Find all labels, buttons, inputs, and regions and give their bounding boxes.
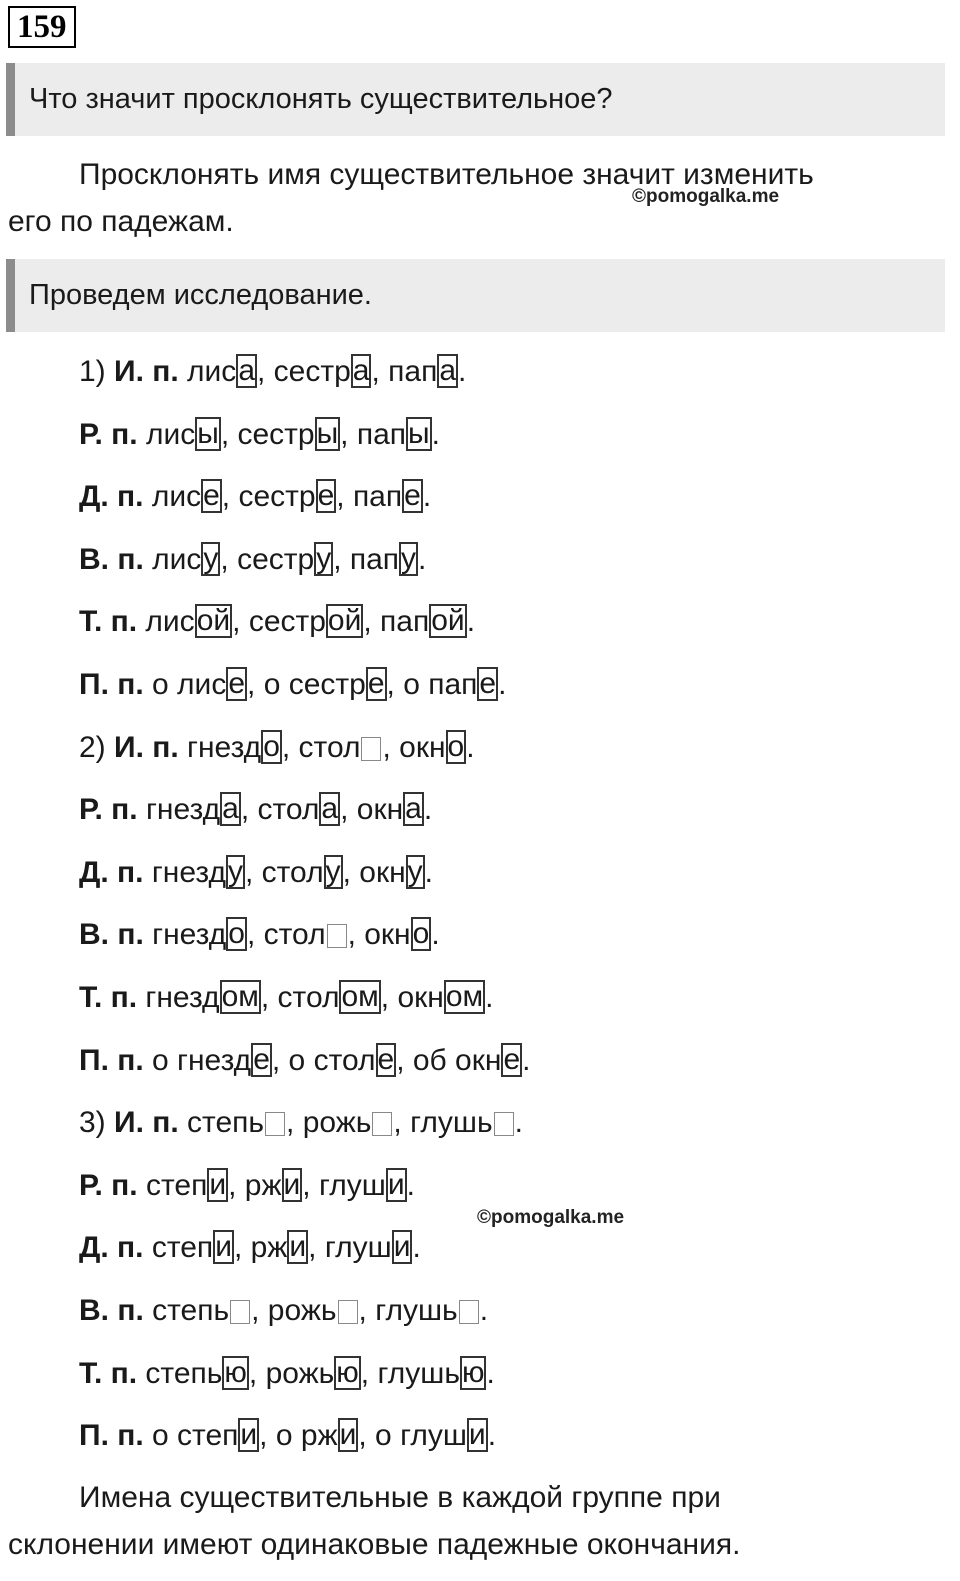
declension-row: П. п. о степи, о ржи, о глуши. [79,1418,497,1452]
word-stem: окн [397,981,444,1014]
case-label: Д. п. [79,480,144,513]
word-form [238,480,336,513]
word-form [289,1044,397,1077]
ending-box: а [352,354,370,388]
declension-row: 2) И. п. гнездо, стол , окно. [79,730,475,764]
ending-box: ой [196,604,231,638]
word-stem: глуш [318,1169,386,1202]
word-stem: стол [298,731,361,764]
word-form [245,1169,303,1202]
ending-box: о [447,730,465,764]
word-form [375,1419,488,1452]
ending-box: а [321,792,339,826]
ending-box: е [367,667,385,701]
word-form [319,1169,407,1202]
word-stem: степь [145,1357,223,1390]
ending-box: ы [408,417,430,451]
word-form [187,355,257,388]
word-stem: сестр [248,605,326,638]
declension-row: В. п. гнездо, стол , окно. [79,917,440,951]
ending-box: и [468,1418,486,1452]
word-form [152,1231,234,1264]
case-label: Т. п. [79,981,138,1014]
ending-box: ом [445,980,484,1014]
word-form [264,668,387,701]
word-form [152,918,247,951]
word-stem: лис [151,480,202,513]
ending-box: и [387,1168,405,1202]
word-form [187,1106,286,1139]
case-label: П. п. [79,1419,144,1452]
watermark: ©pomogalka.me [477,1207,625,1228]
word-form [152,1419,259,1452]
zero-ending-box [265,1112,285,1136]
word-stem: глушь [377,1357,460,1390]
case-label: И. п. [114,1106,179,1139]
word-stem: степь [187,1106,265,1139]
ending-box: и [209,1168,227,1202]
group-number: 1) [79,355,115,388]
word-stem: о глуш [375,1419,467,1452]
word-stem: пап [352,480,403,513]
declension-row: Т. п. гнездом, столом, окном. [79,980,494,1014]
word-stem: о степ [152,1419,239,1452]
declension-row: 1) И. п. лиса, сестра, папа. [79,354,467,388]
declension-row: Д. п. степи, ржи, глуши. [79,1230,421,1264]
word-form [357,418,432,451]
ending-box: ю [461,1356,485,1390]
word-stem: о стол [288,1044,376,1077]
ending-box: и [339,1418,357,1452]
word-stem: окн [399,731,446,764]
word-form [187,731,282,764]
question-bar-1 [6,63,945,136]
word-form [377,1357,486,1390]
word-stem: стол [277,981,340,1014]
declension-row: Т. п. лисой, сестрой, папой. [79,604,476,638]
word-form [397,981,485,1014]
word-stem: о гнезд [152,1044,252,1077]
word-stem: окн [356,793,404,826]
case-label: Т. п. [79,1357,138,1390]
case-label: Р. п. [79,1169,138,1202]
question-text: Что значит просклонять существительное? [29,83,613,115]
word-form [380,605,467,638]
declension-row: Р. п. степи, ржи, глуши. [79,1168,415,1202]
word-stem: гнезд [151,856,226,889]
word-stem: рж [250,1231,288,1264]
ending-box: а [238,354,255,388]
declension-row: В. п. степь , рожь , глушь . [79,1294,489,1327]
word-form [388,355,458,388]
declension-row: Р. п. лисы, сестры, папы. [79,417,440,451]
word-stem: сестр [237,543,315,576]
word-stem: стол [257,793,320,826]
ending-box: е [228,667,246,701]
ending-box: е [404,479,421,513]
ending-box: о [412,917,430,951]
declension-row: В. п. лису, сестру, папу. [79,542,427,576]
ending-box: ю [336,1356,359,1390]
conclusion-line-1: Имена существительные в каждой группе при [79,1481,721,1514]
word-form [359,856,424,889]
case-label: П. п. [79,1044,144,1077]
word-form [146,793,241,826]
word-stem: рожь [265,1357,335,1390]
word-form [399,731,466,764]
word-stem: сестр [238,480,316,513]
ending-box: и [289,1230,307,1264]
ending-box: ом [341,980,379,1014]
zero-ending-box [338,1300,358,1324]
word-form [364,918,431,951]
word-form [237,418,340,451]
ending-box: е [317,479,335,513]
zero-ending-box [459,1300,479,1324]
ending-box: е [503,1043,521,1077]
ending-box: а [439,354,457,388]
declension-row: Р. п. гнезда, стола, окна. [79,792,433,826]
ending-box: у [227,855,243,889]
ending-box: е [253,1043,270,1077]
word-form [237,543,333,576]
word-stem: пап [349,543,400,576]
word-form [303,1106,394,1139]
ending-box: а [222,792,239,826]
declension-row: Д. п. гнезду, столу, окну. [79,855,433,889]
ending-box: е [203,479,220,513]
word-stem: глушь [375,1294,458,1327]
word-stem: стол [261,856,324,889]
conclusion-line-2: склонении имеют одинаковые падежные окончания. [8,1528,741,1561]
case-label: И. п. [114,731,179,764]
ending-box: о [263,730,280,764]
word-stem: сестр [273,355,351,388]
ending-box: ом [221,980,259,1014]
exercise-number: 159 [8,6,76,48]
word-stem: окн [359,856,406,889]
word-stem: окн [364,918,411,951]
word-form [274,355,372,388]
word-form [145,981,260,1014]
answer-line-1: Просклонять имя существительное значит изменить [79,158,814,191]
word-form [413,1044,522,1077]
word-form [353,480,423,513]
word-form [152,480,222,513]
word-form [266,1357,361,1390]
word-stem: лис [145,605,195,638]
word-stem: о лис [152,668,227,701]
word-form [249,605,364,638]
case-label: Р. п. [79,793,138,826]
answer-line-2: его по падежам. [8,205,234,238]
word-form [145,1357,248,1390]
ending-box: и [240,1418,258,1452]
case-label: В. п. [79,1294,144,1327]
ending-box: е [479,667,497,701]
word-stem: рожь [302,1106,372,1139]
word-stem: рж [244,1169,282,1202]
word-form [325,1231,413,1264]
word-stem: лис [152,543,202,576]
case-label: В. п. [79,918,144,951]
ending-box: а [405,792,422,826]
case-label: Д. п. [79,856,144,889]
declension-row: 3) И. п. степь , рожь , глушь . [79,1106,523,1139]
word-form [152,1294,251,1327]
word-stem: стол [263,918,326,951]
group-number: 3) [79,1106,115,1139]
ending-box: у [316,542,332,576]
word-form [152,668,247,701]
ending-box: е [377,1043,395,1077]
word-stem: гнезд [145,981,220,1014]
word-stem: об окн [412,1044,502,1077]
word-form [146,1169,228,1202]
word-stem: о рж [275,1419,338,1452]
case-label: И. п. [114,355,179,388]
word-stem: глушь [410,1106,493,1139]
case-label: Т. п. [79,605,138,638]
zero-ending-box [230,1300,250,1324]
word-stem: степ [145,1169,208,1202]
ending-box: ы [197,417,219,451]
word-stem: лис [145,418,196,451]
word-form [350,543,418,576]
word-form [146,418,221,451]
word-form [251,1231,309,1264]
word-stem: пап [388,355,438,388]
zero-ending-box [327,924,347,948]
word-form [410,1106,515,1139]
ending-box: ой [431,604,465,638]
word-stem: сестр [237,418,315,451]
declension-row: Т. п. степью, рожью, глушью. [79,1356,495,1390]
word-form [299,731,383,764]
word-form [264,918,348,951]
ending-box: о [228,917,245,951]
word-form [276,1419,359,1452]
ending-box: у [203,542,219,576]
word-stem: пап [380,605,430,638]
word-form [375,1294,480,1327]
case-label: В. п. [79,543,144,576]
word-stem: гнезд [187,731,262,764]
ending-box: у [401,542,417,576]
ending-box: ю [224,1356,247,1390]
word-stem: степ [151,1231,214,1264]
word-stem: глуш [324,1231,392,1264]
word-form [268,1294,359,1327]
ending-box: у [325,855,341,889]
question-text: Проведем исследование. [29,279,372,311]
zero-ending-box [494,1112,514,1136]
ending-box: ой [327,604,362,638]
word-stem: гнезд [152,918,227,951]
word-form [257,793,340,826]
word-form [262,856,343,889]
word-form [403,668,498,701]
zero-ending-box [361,737,381,761]
ending-box: и [215,1230,232,1264]
case-label: Р. п. [79,418,138,451]
declension-row: П. п. о лисе, о сестре, о папе. [79,667,507,701]
word-stem: гнезд [145,793,221,826]
case-label: Д. п. [79,1231,144,1264]
word-form [152,543,220,576]
case-label: П. п. [79,668,144,701]
word-form [152,856,245,889]
zero-ending-box [372,1112,392,1136]
word-stem: о пап [403,668,478,701]
word-form [152,1044,272,1077]
word-stem: о сестр [263,668,366,701]
group-number: 2) [79,731,115,764]
word-stem: рожь [267,1294,337,1327]
word-stem: лис [187,355,237,388]
word-form [357,793,424,826]
ending-box: и [393,1230,411,1264]
word-stem: пап [356,418,407,451]
question-bar-2 [6,259,945,332]
word-stem: степь [152,1294,230,1327]
declension-row: П. п. о гнезде, о столе, об окне. [79,1043,531,1077]
ending-box: ы [316,417,339,451]
declension-row: Д. п. лисе, сестре, папе. [79,479,432,513]
watermark: ©pomogalka.me [632,186,780,207]
word-form [145,605,232,638]
ending-box: у [407,855,423,889]
word-form [278,981,381,1014]
ending-box: и [283,1168,301,1202]
